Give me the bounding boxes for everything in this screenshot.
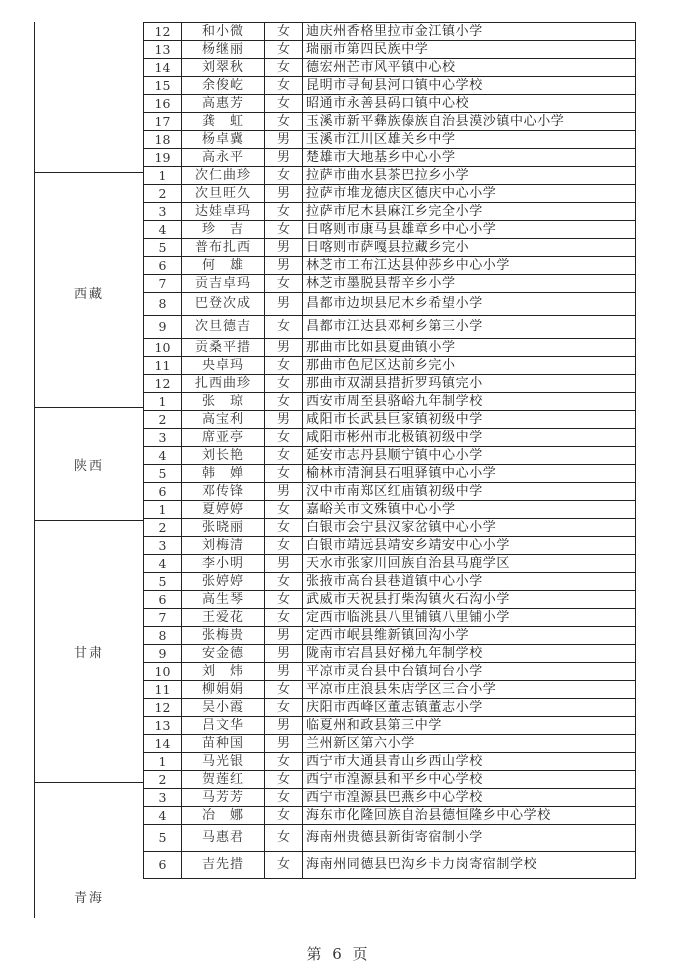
seq-cell: 14 (144, 59, 182, 77)
gender-cell: 男 (265, 239, 303, 257)
school-cell: 榆林市清涧县石咀驿镇中心小学 (303, 465, 636, 483)
table-row (144, 339, 636, 357)
name-cell: 邓传锋 (182, 483, 265, 501)
gender-cell: 女 (265, 573, 303, 591)
seq-cell: 1 (144, 393, 182, 411)
name-cell: 夏婷婷 (182, 501, 265, 519)
table-row (144, 95, 636, 113)
name-cell: 吴小霞 (182, 699, 265, 717)
seq-cell: 2 (144, 519, 182, 537)
name-cell: 张婷婷 (182, 573, 265, 591)
table-row (144, 753, 636, 771)
gender-cell: 男 (265, 663, 303, 681)
gender-cell: 女 (265, 41, 303, 59)
school-cell: 延安市志丹县顺宁镇中心小学 (303, 447, 636, 465)
name-cell: 贡桑平措 (182, 339, 265, 357)
province-cell-xizang (34, 173, 143, 408)
name-cell: 次旦德吉 (182, 316, 265, 339)
school-cell: 迪庆州香格里拉市金江镇小学 (303, 23, 636, 41)
school-cell: 定西市岷县维新镇回沟小学 (303, 627, 636, 645)
school-cell: 白银市靖远县靖安乡靖安中心小学 (303, 537, 636, 555)
name-cell: 刘翠秋 (182, 59, 265, 77)
school-cell: 定西市临洮县八里铺镇八里铺小学 (303, 609, 636, 627)
seq-cell: 2 (144, 185, 182, 203)
gender-cell: 女 (265, 95, 303, 113)
table-row (144, 239, 636, 257)
gender-cell: 男 (265, 339, 303, 357)
province-cell-qinghai (34, 783, 143, 918)
table-row (144, 185, 636, 203)
school-cell: 德宏州芒市风平镇中心校 (303, 59, 636, 77)
table-row (144, 429, 636, 447)
name-cell: 刘长艳 (182, 447, 265, 465)
gender-cell: 女 (265, 203, 303, 221)
table-row (144, 789, 636, 807)
seq-cell: 5 (144, 465, 182, 483)
table-row (144, 393, 636, 411)
name-cell: 扎西曲珍 (182, 375, 265, 393)
school-cell: 咸阳市长武县巨家镇初级中学 (303, 411, 636, 429)
gender-cell: 女 (265, 537, 303, 555)
school-cell: 昭通市永善县码口镇中心校 (303, 95, 636, 113)
gender-cell: 男 (265, 735, 303, 753)
name-cell: 次仁曲珍 (182, 167, 265, 185)
name-cell: 高生琴 (182, 591, 265, 609)
name-cell: 刘梅清 (182, 537, 265, 555)
seq-cell: 1 (144, 501, 182, 519)
province-cell-shaanxi (34, 408, 143, 521)
school-cell: 林芝市墨脱县帮辛乡小学 (303, 275, 636, 293)
name-cell: 苗种国 (182, 735, 265, 753)
school-cell: 日喀则市萨嘎县拉藏乡完小 (303, 239, 636, 257)
school-cell: 那曲市比如县夏曲镇小学 (303, 339, 636, 357)
school-cell: 西宁市湟源县巴燕乡中心学校 (303, 789, 636, 807)
name-cell: 央卓玛 (182, 357, 265, 375)
gender-cell: 男 (265, 131, 303, 149)
school-cell: 天水市张家川回族自治县马鹿学区 (303, 555, 636, 573)
name-cell: 高永平 (182, 149, 265, 167)
name-cell: 达娃卓玛 (182, 203, 265, 221)
name-cell: 高惠芳 (182, 95, 265, 113)
table-row (144, 113, 636, 131)
seq-cell: 13 (144, 717, 182, 735)
gender-cell: 女 (265, 357, 303, 375)
table-row (144, 735, 636, 753)
name-cell: 珍 吉 (182, 221, 265, 239)
table-row (144, 609, 636, 627)
name-cell: 巴登次成 (182, 293, 265, 316)
table-row (144, 771, 636, 789)
gender-cell: 女 (265, 393, 303, 411)
gender-cell: 男 (265, 257, 303, 275)
name-cell: 张晓丽 (182, 519, 265, 537)
gender-cell: 女 (265, 852, 303, 879)
gender-cell: 男 (265, 717, 303, 735)
table-row (144, 59, 636, 77)
gender-cell: 女 (265, 789, 303, 807)
seq-cell: 17 (144, 113, 182, 131)
page-number: 第 6 页 (306, 945, 371, 963)
seq-cell: 4 (144, 807, 182, 825)
table-row (144, 221, 636, 239)
name-cell: 和小微 (182, 23, 265, 41)
name-cell: 贺莲红 (182, 771, 265, 789)
table-row (144, 483, 636, 501)
name-cell: 马惠君 (182, 825, 265, 852)
school-cell: 陇南市宕昌县好梯九年制学校 (303, 645, 636, 663)
gender-cell: 女 (265, 753, 303, 771)
gender-cell: 女 (265, 501, 303, 519)
seq-cell: 12 (144, 375, 182, 393)
seq-cell: 6 (144, 257, 182, 275)
name-cell: 马芳芳 (182, 789, 265, 807)
name-cell: 何 雄 (182, 257, 265, 275)
school-cell: 瑞丽市第四民族中学 (303, 41, 636, 59)
gender-cell: 男 (265, 555, 303, 573)
table-row (144, 645, 636, 663)
seq-cell: 18 (144, 131, 182, 149)
seq-cell: 5 (144, 825, 182, 852)
seq-cell: 1 (144, 753, 182, 771)
gender-cell: 女 (265, 465, 303, 483)
name-cell: 龚 虹 (182, 113, 265, 131)
gender-cell: 女 (265, 316, 303, 339)
seq-cell: 19 (144, 149, 182, 167)
school-cell: 玉溪市江川区雄关乡中学 (303, 131, 636, 149)
gender-cell: 男 (265, 627, 303, 645)
school-cell: 那曲市色尼区达前乡完小 (303, 357, 636, 375)
seq-cell: 6 (144, 483, 182, 501)
table-row (144, 555, 636, 573)
table-row (144, 411, 636, 429)
name-cell: 李小明 (182, 555, 265, 573)
school-cell: 张掖市高台县巷道镇中心小学 (303, 573, 636, 591)
seq-cell: 4 (144, 555, 182, 573)
seq-cell: 9 (144, 645, 182, 663)
table-row (144, 167, 636, 185)
school-cell: 咸阳市彬州市北极镇初级中学 (303, 429, 636, 447)
seq-cell: 3 (144, 429, 182, 447)
table-row (144, 627, 636, 645)
seq-cell: 5 (144, 573, 182, 591)
table-row (144, 699, 636, 717)
province-cell-gansu (34, 521, 143, 783)
seq-cell: 12 (144, 699, 182, 717)
name-cell: 余俊屹 (182, 77, 265, 95)
school-cell: 平凉市庄浪县朱店学区三合小学 (303, 681, 636, 699)
name-cell: 刘 炜 (182, 663, 265, 681)
seq-cell: 13 (144, 41, 182, 59)
table-row (144, 77, 636, 95)
table-row (144, 447, 636, 465)
gender-cell: 女 (265, 447, 303, 465)
table-row (144, 573, 636, 591)
province-label: 西藏 (73, 287, 104, 302)
school-cell: 庆阳市西峰区董志镇董志小学 (303, 699, 636, 717)
table-row (144, 852, 636, 879)
seq-cell: 5 (144, 239, 182, 257)
gender-cell: 女 (265, 771, 303, 789)
gender-cell: 男 (265, 185, 303, 203)
name-cell: 张 琼 (182, 393, 265, 411)
province-label: 甘肃 (73, 646, 104, 661)
table-row (144, 465, 636, 483)
name-cell: 高宝利 (182, 411, 265, 429)
table-row (144, 316, 636, 339)
gender-cell: 女 (265, 681, 303, 699)
table-row (144, 203, 636, 221)
seq-cell: 7 (144, 609, 182, 627)
table-row (144, 375, 636, 393)
school-cell: 那曲市双湖县措折罗玛镇完小 (303, 375, 636, 393)
gender-cell: 女 (265, 113, 303, 131)
name-cell: 王爱花 (182, 609, 265, 627)
school-cell: 昌都市边坝县尼木乡希望小学 (303, 293, 636, 316)
seq-cell: 3 (144, 789, 182, 807)
seq-cell: 11 (144, 681, 182, 699)
school-cell: 西宁市大通县青山乡西山学校 (303, 753, 636, 771)
seq-cell: 7 (144, 275, 182, 293)
name-cell: 吉先措 (182, 852, 265, 879)
name-cell: 冶 娜 (182, 807, 265, 825)
school-cell: 昌都市江达县邓柯乡第三小学 (303, 316, 636, 339)
gender-cell: 男 (265, 645, 303, 663)
table-row (144, 681, 636, 699)
teacher-list-table (143, 22, 636, 879)
seq-cell: 3 (144, 203, 182, 221)
name-cell: 张梅贵 (182, 627, 265, 645)
seq-cell: 2 (144, 771, 182, 789)
name-cell: 贡吉卓玛 (182, 275, 265, 293)
name-cell: 吕文华 (182, 717, 265, 735)
table-row (144, 717, 636, 735)
table-row (144, 257, 636, 275)
seq-cell: 3 (144, 537, 182, 555)
seq-cell: 11 (144, 357, 182, 375)
table-row (144, 663, 636, 681)
table-row (144, 41, 636, 59)
table-row (144, 149, 636, 167)
gender-cell: 女 (265, 609, 303, 627)
table-row (144, 131, 636, 149)
seq-cell: 10 (144, 339, 182, 357)
table-row (144, 537, 636, 555)
seq-cell: 15 (144, 77, 182, 95)
table-row (144, 825, 636, 852)
gender-cell: 女 (265, 825, 303, 852)
seq-cell: 9 (144, 316, 182, 339)
school-cell: 楚雄市大地基乡中心小学 (303, 149, 636, 167)
school-cell: 日喀则市康马县雄章乡中心小学 (303, 221, 636, 239)
name-cell: 次旦旺久 (182, 185, 265, 203)
seq-cell: 4 (144, 221, 182, 239)
table-row (144, 807, 636, 825)
name-cell: 杨继丽 (182, 41, 265, 59)
name-cell: 韩 婵 (182, 465, 265, 483)
seq-cell: 6 (144, 852, 182, 879)
gender-cell: 女 (265, 807, 303, 825)
gender-cell: 女 (265, 275, 303, 293)
name-cell: 普布扎西 (182, 239, 265, 257)
school-cell: 西宁市湟源县和平乡中心学校 (303, 771, 636, 789)
school-cell: 海东市化隆回族自治县德恒隆乡中心学校 (303, 807, 636, 825)
school-cell: 平凉市灵台县中台镇坷台小学 (303, 663, 636, 681)
gender-cell: 女 (265, 77, 303, 95)
gender-cell: 女 (265, 221, 303, 239)
school-cell: 昆明市寻甸县河口镇中心学校 (303, 77, 636, 95)
school-cell: 海南州贵德县新街寄宿制小学 (303, 825, 636, 852)
school-cell: 兰州新区第六小学 (303, 735, 636, 753)
gender-cell: 女 (265, 519, 303, 537)
gender-cell: 男 (265, 483, 303, 501)
school-cell: 拉萨市堆龙德庆区德庆中心小学 (303, 185, 636, 203)
table-row (144, 591, 636, 609)
gender-cell: 男 (265, 149, 303, 167)
gender-cell: 女 (265, 375, 303, 393)
school-cell: 海南州同德县巴沟乡卡力岗寄宿制学校 (303, 852, 636, 879)
seq-cell: 12 (144, 23, 182, 41)
gender-cell: 男 (265, 293, 303, 316)
school-cell: 林芝市工布江达县仲莎乡中心小学 (303, 257, 636, 275)
table-row (144, 275, 636, 293)
name-cell: 安金德 (182, 645, 265, 663)
province-cell-yunnan-continued (34, 22, 143, 173)
seq-cell: 14 (144, 735, 182, 753)
table-row (144, 23, 636, 41)
seq-cell: 2 (144, 411, 182, 429)
school-cell: 临夏州和政县第三中学 (303, 717, 636, 735)
name-cell: 马光银 (182, 753, 265, 771)
table-row (144, 501, 636, 519)
seq-cell: 1 (144, 167, 182, 185)
school-cell: 白银市会宁县汉家岔镇中心小学 (303, 519, 636, 537)
seq-cell: 8 (144, 293, 182, 316)
province-label: 青海 (73, 891, 104, 906)
seq-cell: 8 (144, 627, 182, 645)
table-row (144, 357, 636, 375)
table-row (144, 293, 636, 316)
school-cell: 武威市天祝县打柴沟镇火石沟小学 (303, 591, 636, 609)
gender-cell: 男 (265, 411, 303, 429)
gender-cell: 女 (265, 699, 303, 717)
seq-cell: 4 (144, 447, 182, 465)
seq-cell: 16 (144, 95, 182, 113)
gender-cell: 女 (265, 59, 303, 77)
province-label: 陕西 (73, 458, 104, 474)
name-cell: 柳娟娟 (182, 681, 265, 699)
school-cell: 汉中市南郑区红庙镇初级中学 (303, 483, 636, 501)
school-cell: 嘉峪关市文殊镇中心小学 (303, 501, 636, 519)
name-cell: 杨卓冀 (182, 131, 265, 149)
gender-cell: 女 (265, 591, 303, 609)
school-cell: 西安市周至县骆峪九年制学校 (303, 393, 636, 411)
school-cell: 玉溪市新平彝族傣族自治县漠沙镇中心小学 (303, 113, 636, 131)
name-cell: 席亚亭 (182, 429, 265, 447)
seq-cell: 10 (144, 663, 182, 681)
seq-cell: 6 (144, 591, 182, 609)
gender-cell: 女 (265, 23, 303, 41)
school-cell: 拉萨市尼木县麻江乡完全小学 (303, 203, 636, 221)
school-cell: 拉萨市曲水县茶巴拉乡小学 (303, 167, 636, 185)
gender-cell: 女 (265, 167, 303, 185)
table-row (144, 519, 636, 537)
gender-cell: 女 (265, 429, 303, 447)
